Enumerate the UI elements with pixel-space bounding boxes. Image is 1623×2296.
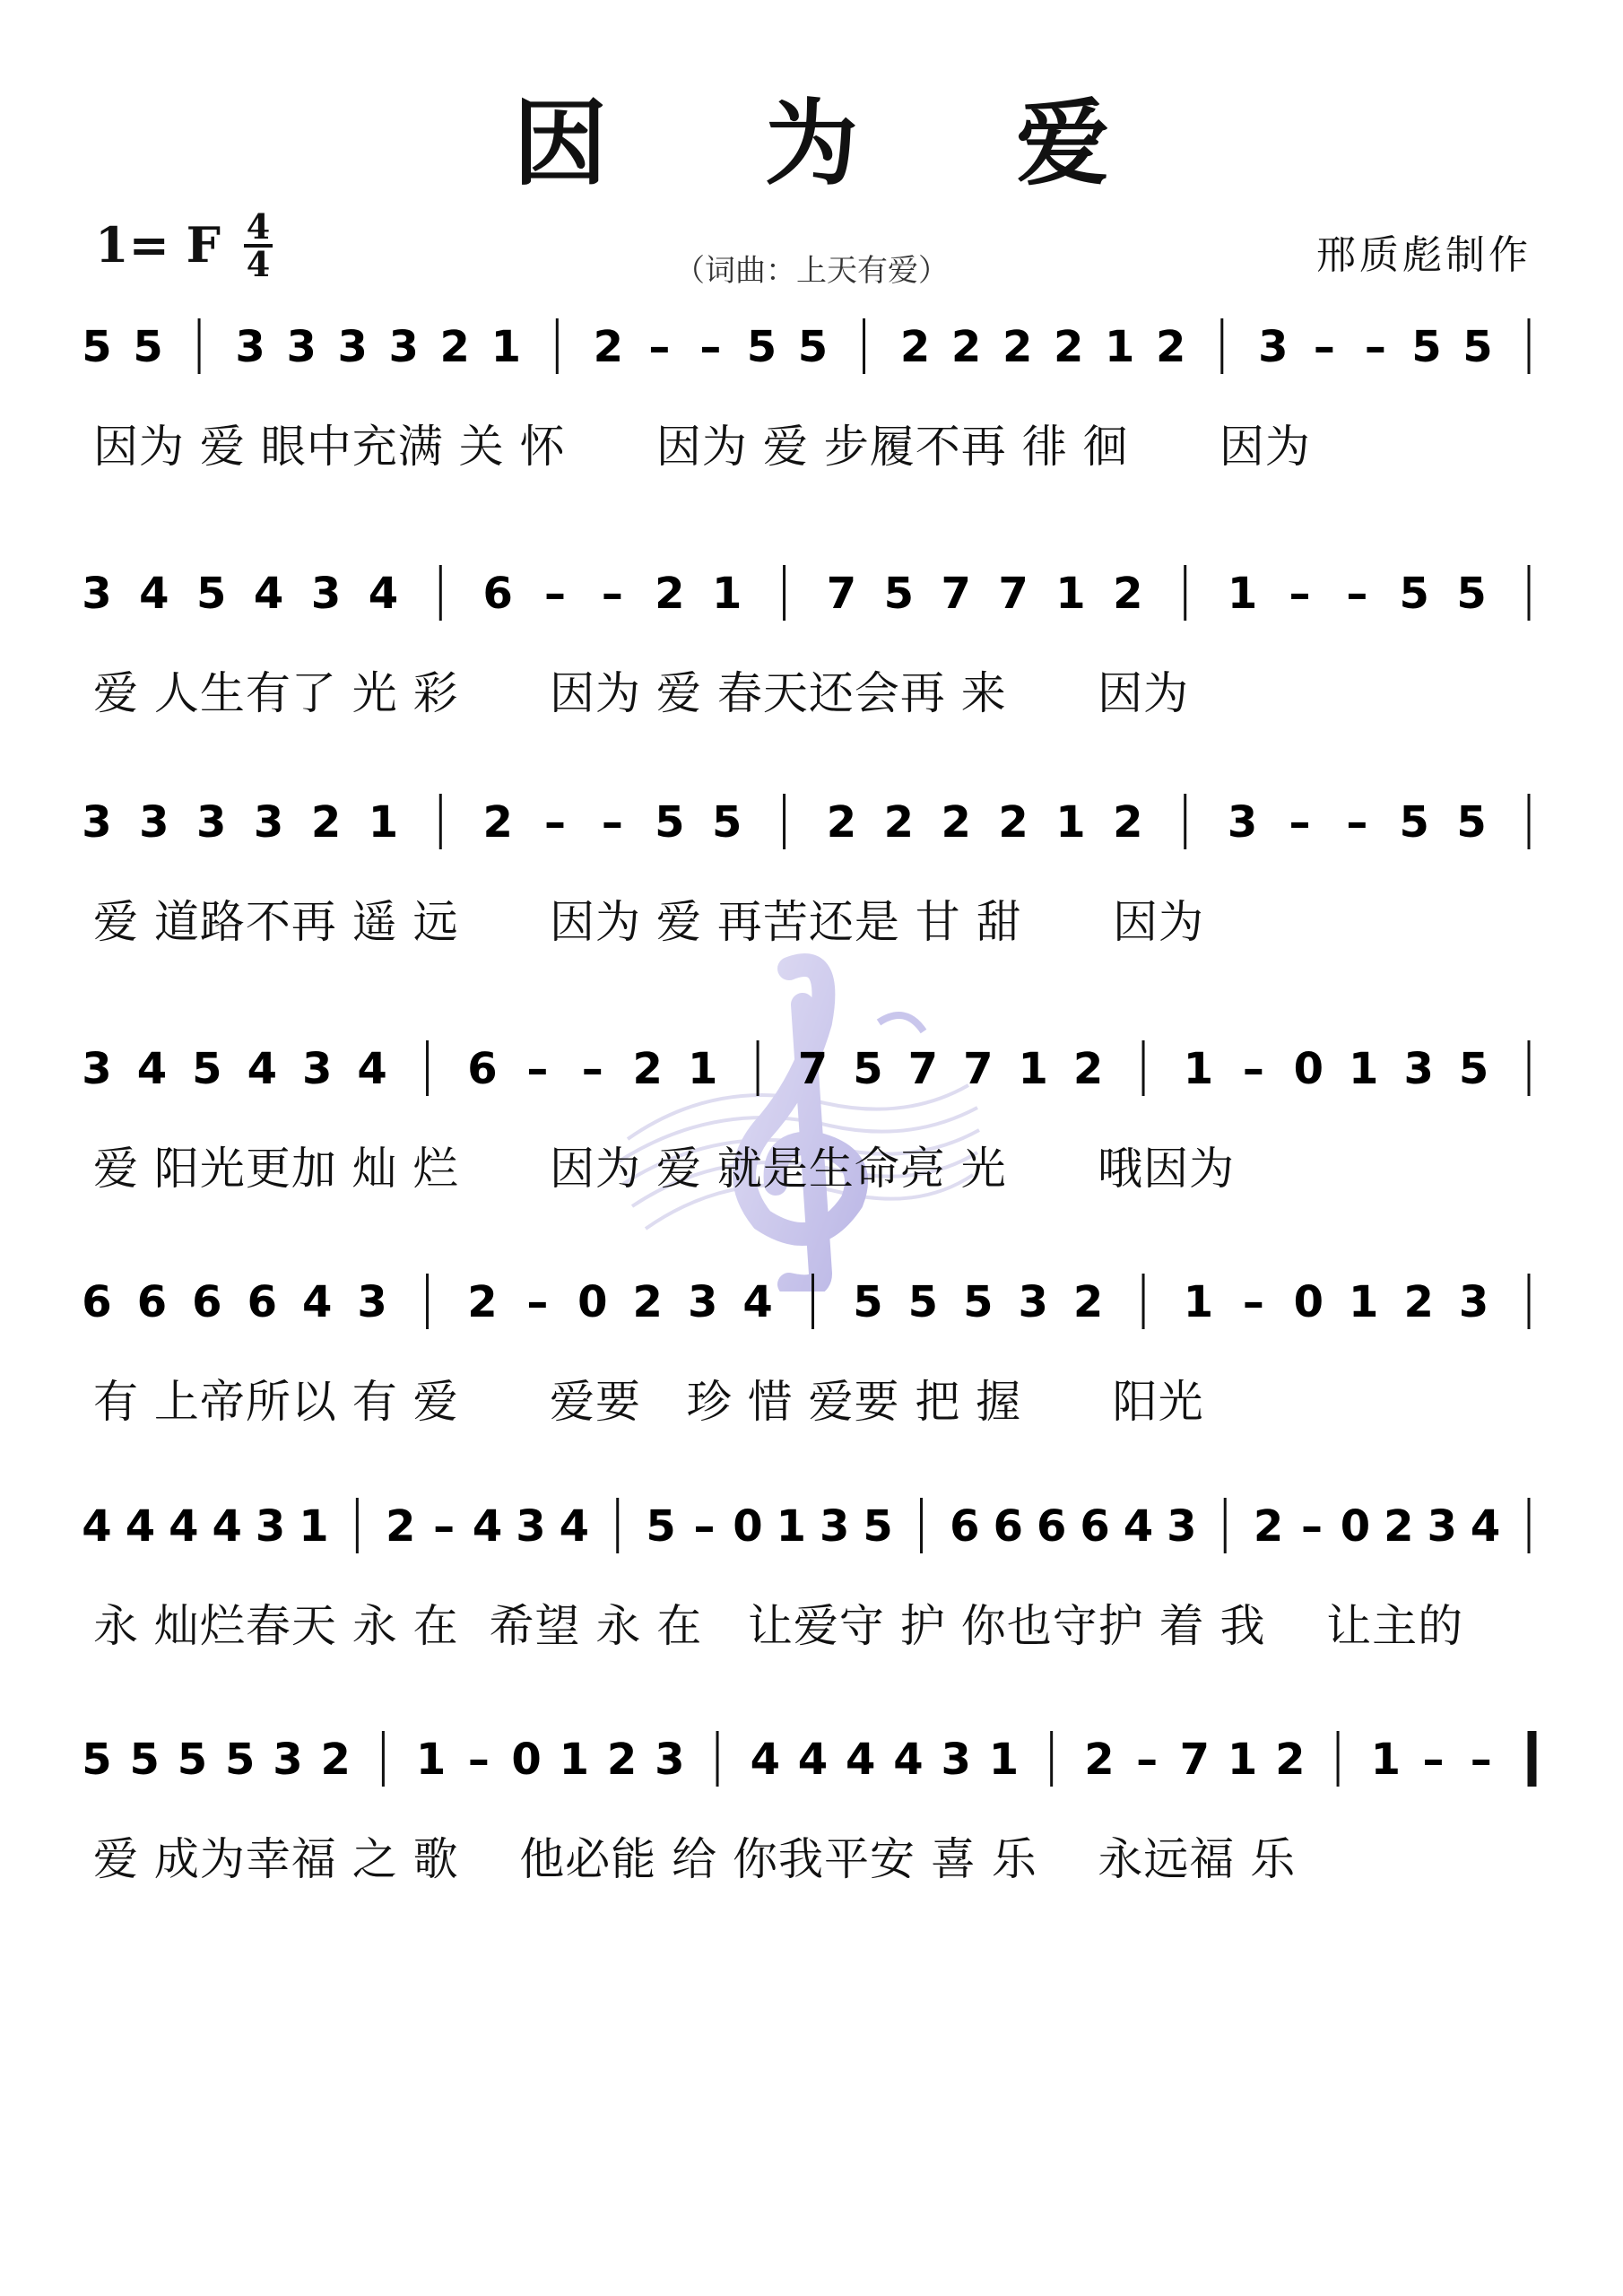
- dash-extension: –: [1301, 1501, 1324, 1552]
- note: 1: [988, 1735, 1020, 1785]
- note: 2: [1113, 797, 1143, 848]
- note: 2: [1253, 1501, 1284, 1552]
- note: 1: [1055, 797, 1086, 848]
- note: 1: [687, 1044, 718, 1094]
- note: 4: [125, 1501, 156, 1552]
- dash-extension: –: [699, 322, 722, 372]
- note: 2: [1156, 322, 1186, 372]
- note: 3: [1227, 797, 1258, 848]
- barline: [812, 1274, 814, 1329]
- barline: [783, 565, 785, 621]
- note: 4: [169, 1501, 199, 1552]
- note: 3: [196, 797, 227, 848]
- barline: [1528, 794, 1531, 849]
- note: 1: [1349, 1044, 1379, 1094]
- barline: [556, 318, 559, 374]
- barline: [198, 318, 201, 374]
- lyrics-line: 永 灿烂春天 永 在 希望 永 在 让爱守 护 你也守护 着 我 让主的: [93, 1600, 1464, 1652]
- lyrics-line: 爱 成为幸福 之 歌 他必能 给 你我平安 喜 乐 永远福 乐: [93, 1833, 1297, 1885]
- note: 5: [863, 1501, 893, 1552]
- note: 5: [853, 1044, 883, 1094]
- note: 2: [606, 1735, 638, 1785]
- note: 4: [301, 1277, 333, 1327]
- note: 0: [1340, 1501, 1371, 1552]
- note: 5: [963, 1277, 994, 1327]
- note: 4: [559, 1501, 590, 1552]
- note: 1: [490, 322, 521, 372]
- note: 3: [310, 569, 342, 619]
- note: 6: [136, 1277, 168, 1327]
- note: 4: [212, 1501, 242, 1552]
- barline: [356, 1498, 359, 1553]
- note: 6: [1036, 1501, 1067, 1552]
- note: 2: [1403, 1277, 1434, 1327]
- note: 3: [82, 797, 112, 848]
- note: 7: [998, 569, 1028, 619]
- dash-extension: –: [544, 797, 567, 848]
- note: 5: [883, 569, 915, 619]
- note: 4: [797, 1735, 829, 1785]
- note: 3: [82, 569, 112, 619]
- dash-extension: –: [601, 797, 623, 848]
- note: 3: [337, 322, 368, 372]
- dash-extension: –: [526, 1277, 549, 1327]
- note: 2: [826, 797, 857, 848]
- note: 2: [998, 797, 1028, 848]
- note: 1: [1055, 569, 1086, 619]
- note: 3: [1403, 1044, 1434, 1094]
- note: 5: [746, 322, 777, 372]
- note: 3: [819, 1501, 850, 1552]
- note: 1: [368, 797, 399, 848]
- barline: [382, 1731, 385, 1787]
- barline: [1142, 1274, 1145, 1329]
- note: 2: [899, 322, 931, 372]
- note: 5: [129, 1735, 160, 1785]
- note: 5: [1399, 797, 1429, 848]
- lyrics-line: 因为 爱 眼中充满 关 怀 因为 爱 步履不再 徘 徊 因为: [93, 421, 1311, 473]
- notation-row: [0, 758, 1623, 865]
- note: 1: [415, 1735, 447, 1785]
- barline: [920, 1498, 923, 1553]
- note: 1: [1183, 1044, 1214, 1094]
- note: 5: [1462, 322, 1493, 372]
- note: 4: [357, 1044, 387, 1094]
- note: 3: [273, 1735, 303, 1785]
- barline: [1528, 565, 1531, 621]
- barline: [1050, 1731, 1053, 1787]
- note: 2: [883, 797, 915, 848]
- note: 0: [733, 1501, 763, 1552]
- barline: [1528, 318, 1531, 374]
- note: 7: [907, 1044, 939, 1094]
- note: 0: [1293, 1044, 1324, 1094]
- note: 7: [826, 569, 857, 619]
- barline: [1220, 318, 1223, 374]
- note: 4: [846, 1735, 876, 1785]
- lyrics-line: 爱 道路不再 遥 远 因为 爱 再苦还是 甘 甜 因为: [93, 896, 1204, 948]
- note: 5: [711, 797, 742, 848]
- barline: [616, 1498, 619, 1553]
- dash-extension: –: [1242, 1044, 1264, 1094]
- barline: [426, 1274, 429, 1329]
- dash-extension: –: [467, 1735, 490, 1785]
- barline: [783, 794, 785, 849]
- dash-extension: –: [601, 569, 623, 619]
- note: 6: [467, 1044, 498, 1094]
- dash-extension: –: [1364, 322, 1386, 372]
- note: 4: [750, 1735, 780, 1785]
- dash-extension: –: [1470, 1735, 1492, 1785]
- note: 3: [1427, 1501, 1457, 1552]
- notation-row: [0, 1695, 1623, 1803]
- key-signature: 1= F: [95, 216, 221, 274]
- note: 0: [577, 1277, 608, 1327]
- note: 5: [133, 322, 163, 372]
- barline: [1184, 794, 1186, 849]
- dash-extension: –: [648, 322, 671, 372]
- note: 5: [82, 1735, 112, 1785]
- note: 3: [1258, 322, 1289, 372]
- barline: [757, 1040, 759, 1096]
- note: 2: [1053, 322, 1084, 372]
- note: 6: [192, 1277, 222, 1327]
- note: 1: [1370, 1735, 1402, 1785]
- barline: [439, 794, 442, 849]
- note: 3: [255, 1501, 286, 1552]
- note: 2: [1275, 1735, 1306, 1785]
- note: 2: [310, 797, 342, 848]
- note: 6: [1080, 1501, 1110, 1552]
- note: 3: [516, 1501, 546, 1552]
- barline: [1528, 1498, 1531, 1553]
- note: 5: [192, 1044, 222, 1094]
- note: 2: [632, 1044, 663, 1094]
- note: 4: [253, 569, 284, 619]
- lyrics-line: 爱 人生有了 光 彩 因为 爱 春天还会再 来 因为: [93, 667, 1190, 719]
- final-barline: [1528, 1731, 1537, 1787]
- note: 7: [941, 569, 971, 619]
- note: 1: [776, 1501, 807, 1552]
- note: 6: [993, 1501, 1023, 1552]
- note: 6: [482, 569, 513, 619]
- note: 4: [139, 569, 169, 619]
- note: 4: [742, 1277, 773, 1327]
- note: 3: [82, 1044, 112, 1094]
- barline: [1184, 565, 1186, 621]
- note: 2: [593, 322, 624, 372]
- note: 1: [299, 1501, 329, 1552]
- note: 5: [224, 1735, 256, 1785]
- note: 1: [1227, 569, 1258, 619]
- notation-row: [0, 529, 1623, 637]
- note: 1: [1183, 1277, 1214, 1327]
- dash-extension: –: [1242, 1277, 1264, 1327]
- note: 5: [907, 1277, 939, 1327]
- note: 3: [1458, 1277, 1489, 1327]
- note: 3: [235, 322, 265, 372]
- note: 1: [1018, 1044, 1048, 1094]
- note: 4: [1123, 1501, 1154, 1552]
- note: 5: [196, 569, 227, 619]
- barline: [1224, 1498, 1227, 1553]
- note: 2: [941, 797, 971, 848]
- barline: [1337, 1731, 1340, 1787]
- time-signature-bottom: 4: [246, 244, 271, 284]
- notation-row: [0, 283, 1623, 390]
- note: 3: [357, 1277, 387, 1327]
- dash-extension: –: [1346, 797, 1368, 848]
- dash-extension: –: [1346, 569, 1368, 619]
- note: 2: [1072, 1044, 1104, 1094]
- dash-extension: –: [1136, 1735, 1159, 1785]
- note: 2: [467, 1277, 498, 1327]
- note: 6: [247, 1277, 277, 1327]
- note: 2: [1084, 1735, 1115, 1785]
- note: 2: [632, 1277, 663, 1327]
- note: 2: [439, 322, 470, 372]
- dash-extension: –: [1289, 569, 1311, 619]
- lyricist-credit: （词曲：上天有爱）: [674, 253, 949, 289]
- maker-credit: 邢质彪制作: [1316, 232, 1532, 278]
- note: 2: [1072, 1277, 1104, 1327]
- note: 0: [1293, 1277, 1324, 1327]
- dash-extension: –: [1289, 797, 1311, 848]
- note: 3: [301, 1044, 333, 1094]
- barline: [863, 318, 865, 374]
- dash-extension: –: [1313, 322, 1335, 372]
- notation-row: [0, 1238, 1623, 1345]
- note: 1: [1227, 1735, 1258, 1785]
- note: 3: [388, 322, 419, 372]
- note: 6: [950, 1501, 980, 1552]
- note: 1: [711, 569, 742, 619]
- note: 3: [941, 1735, 971, 1785]
- note: 4: [82, 1501, 112, 1552]
- dash-extension: –: [433, 1501, 456, 1552]
- note: 2: [386, 1501, 416, 1552]
- note: 3: [1167, 1501, 1197, 1552]
- note: 5: [655, 797, 685, 848]
- barline: [439, 565, 442, 621]
- note: 3: [139, 797, 169, 848]
- dash-extension: –: [544, 569, 567, 619]
- barline: [1528, 1274, 1531, 1329]
- note: 2: [320, 1735, 351, 1785]
- note: 0: [511, 1735, 542, 1785]
- dash-extension: –: [693, 1501, 716, 1552]
- note: 5: [177, 1735, 208, 1785]
- note: 5: [1456, 569, 1487, 619]
- note: 5: [1399, 569, 1429, 619]
- note: 5: [1456, 797, 1487, 848]
- note: 7: [797, 1044, 829, 1094]
- note: 4: [247, 1044, 277, 1094]
- lyrics-line: 爱 阳光更加 灿 烂 因为 爱 就是生命亮 光 哦因为: [93, 1143, 1236, 1195]
- notation-row: [0, 1004, 1623, 1112]
- note: 3: [687, 1277, 718, 1327]
- note: 4: [136, 1044, 168, 1094]
- note: 4: [368, 569, 399, 619]
- note: 2: [655, 569, 685, 619]
- note: 7: [1179, 1735, 1211, 1785]
- note: 4: [1470, 1501, 1501, 1552]
- note: 2: [1384, 1501, 1414, 1552]
- note: 4: [472, 1501, 503, 1552]
- note: 7: [963, 1044, 994, 1094]
- song-title: 因 为 爱: [513, 88, 1173, 198]
- note: 2: [482, 797, 513, 848]
- barline: [1528, 1040, 1531, 1096]
- note: 5: [646, 1501, 676, 1552]
- note: 3: [286, 322, 317, 372]
- barline: [1142, 1040, 1145, 1096]
- note: 5: [82, 322, 112, 372]
- note: 3: [253, 797, 284, 848]
- dash-extension: –: [1422, 1735, 1445, 1785]
- barline: [716, 1731, 719, 1787]
- note: 5: [1458, 1044, 1489, 1094]
- note: 2: [1002, 322, 1033, 372]
- note: 4: [893, 1735, 924, 1785]
- barline: [426, 1040, 429, 1096]
- note: 5: [853, 1277, 883, 1327]
- note: 3: [655, 1735, 685, 1785]
- note: 1: [559, 1735, 590, 1785]
- lyrics-line: 有 上帝所以 有 爱 爱要 珍 惜 爱要 把 握 阳光: [93, 1376, 1204, 1428]
- note: 2: [950, 322, 982, 372]
- note: 2: [1113, 569, 1143, 619]
- note: 6: [82, 1277, 112, 1327]
- note: 5: [797, 322, 829, 372]
- note: 3: [1018, 1277, 1048, 1327]
- time-signature-top: 4: [246, 206, 271, 247]
- note: 5: [1411, 322, 1442, 372]
- dash-extension: –: [526, 1044, 549, 1094]
- note: 1: [1105, 322, 1135, 372]
- note: 1: [1349, 1277, 1379, 1327]
- dash-extension: –: [581, 1044, 603, 1094]
- notation-row: [0, 1462, 1623, 1570]
